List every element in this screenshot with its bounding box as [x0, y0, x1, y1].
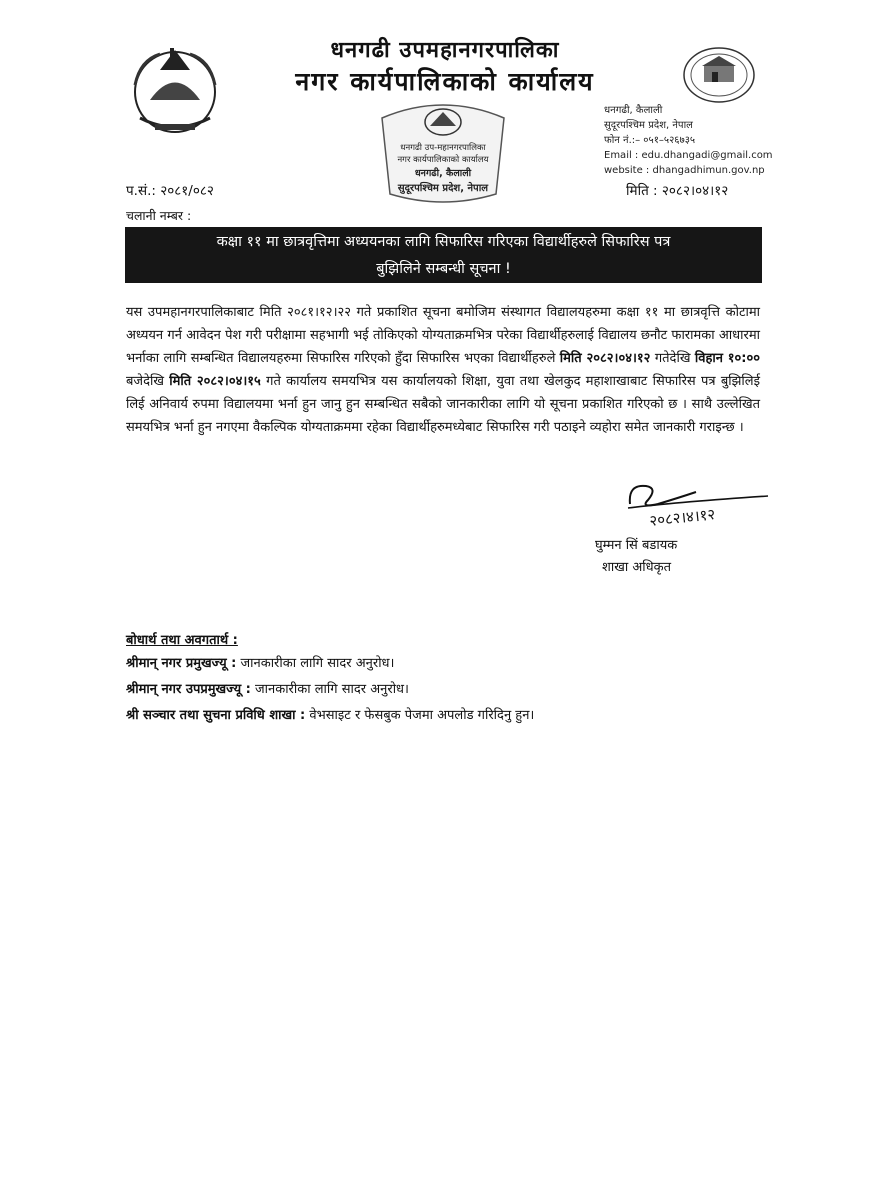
cc-text: जानकारीका लागि सादर अनुरोध। — [236, 656, 395, 671]
body-bold-start-date: मिति २०८२।०४।१२ — [559, 351, 651, 366]
office-stamp-icon — [368, 98, 518, 206]
cc-heading: बोधार्थ तथा अवगतार्थ : — [126, 633, 238, 648]
stamp-text-top: धनगढी उप-महानगरपालिका — [400, 143, 486, 153]
office-name: नगर कार्यपालिकाको कार्यालय — [295, 67, 595, 96]
cc-recipient: श्री सञ्चार तथा सुचना प्रविधि शाखा : — [126, 708, 306, 723]
body-text-2: गतेदेखि — [650, 351, 695, 366]
cc-item — [126, 705, 534, 723]
address-website: website : dhangadhimun.gov.np — [604, 165, 765, 176]
body-text-3: बजेदेखि — [126, 374, 170, 389]
office-address — [604, 103, 773, 178]
stamp-text-bottom: सुदूरपश्चिम प्रदेश, नेपाल — [397, 183, 489, 194]
notice-title-line1: कक्षा ११ मा छात्रवृत्तिमा अध्ययनका लागि सिफारिस गरिएका विद्यार्थीहरुले सिफारिस पत्र — [216, 234, 671, 250]
issue-date: मिति : २०८२।०४।१२ — [626, 183, 729, 199]
address-district: धनगढी, कैलाली — [604, 105, 663, 116]
cc-text: वेभसाइट र फेसबुक पेजमा अपलोड गरिदिनु हुन। — [305, 708, 535, 723]
municipality-logo-icon — [682, 46, 756, 104]
stamp-text-place: धनगढी, कैलाली — [414, 168, 472, 179]
reference-number: प.सं.: २०८१/०८२ — [126, 183, 214, 199]
notice-title-line2: बुझिलिने सम्बन्धी सूचना ! — [376, 261, 511, 277]
cc-text: जानकारीका लागि सादर अनुरोध। — [250, 682, 409, 697]
cc-item — [126, 653, 394, 671]
handwritten-signature — [618, 474, 778, 532]
signatory-name: घुम्मन सिं बडायक — [595, 538, 678, 553]
signature-date: २०८२।४।१२ — [648, 505, 717, 530]
stamp-text-mid: नगर कार्यपालिकाको कार्यालय — [397, 155, 489, 165]
body-bold-end-date: मिति २०८२।०४।१५ — [169, 374, 261, 389]
address-province: सुदूरपश्चिम प्रदेश, नेपाल — [604, 120, 693, 131]
signatory-post: शाखा अधिकृत — [602, 560, 672, 575]
body-text-1: यस उपमहानगरपालिकाबाट मिति २०८१।१२।२२ गते प्रकाशित सूचना बमोजिम संस्थागत विद्यालयहरुमा कक्षा ११ मा छात्रवृत्ति कोटामा अध्ययन गर्न आवेदन पेश गरी परीक्षामा सहभागी भई तोकिएको योग्यताक्रमभित्र परेका विद्यार्थीहरुलाई विद्यालय छनौट फारामका आधारमा भर्नाका लागि सम्बन्धित विद्यालयहरुमा सिफारिस गरिएको हुँदा सिफारिस भएका विद्यार्थीहरुले — [126, 305, 760, 366]
nepal-emblem-icon — [120, 40, 230, 140]
cc-recipient: श्रीमान् नगर प्रमुखज्यू : — [126, 656, 237, 671]
address-phone: फोन नं.:– ०५१–५२६७३५ — [604, 135, 696, 146]
notice-title-banner — [125, 227, 762, 283]
cc-item — [126, 679, 409, 697]
address-email: Email : edu.dhangadi@gmail.com — [604, 150, 773, 161]
body-bold-time: विहान १०:०० — [694, 351, 760, 366]
notice-body — [126, 301, 760, 439]
municipality-name: धनगढी उपमहानगरपालिका — [330, 38, 560, 63]
body-text-4: गते कार्यालय समयभित्र यस कार्यालयको शिक्षा, युवा तथा खेलकुद महाशाखाबाट सिफारिस पत्र बुझिलिई लिई अनिवार्य रुपमा विद्यालयमा भर्ना हुन जानु हुन सम्बन्धित सबैको जानकारीका लागि यो सूचना प्रकाशित गरिएको छ । साथै उल्लेखित समयभित्र भर्ना हुन नगएमा वैकल्पिक योग्यताक्रममा रहेका विद्यार्थीहरुमध्येबाट सिफारिस गरी पठाइने व्यहोरा समेत जानकारी गराइन्छ । — [126, 374, 760, 435]
cc-recipient: श्रीमान् नगर उपप्रमुखज्यू : — [126, 682, 251, 697]
dispatch-number-label: चलानी नम्बर : — [126, 208, 192, 223]
